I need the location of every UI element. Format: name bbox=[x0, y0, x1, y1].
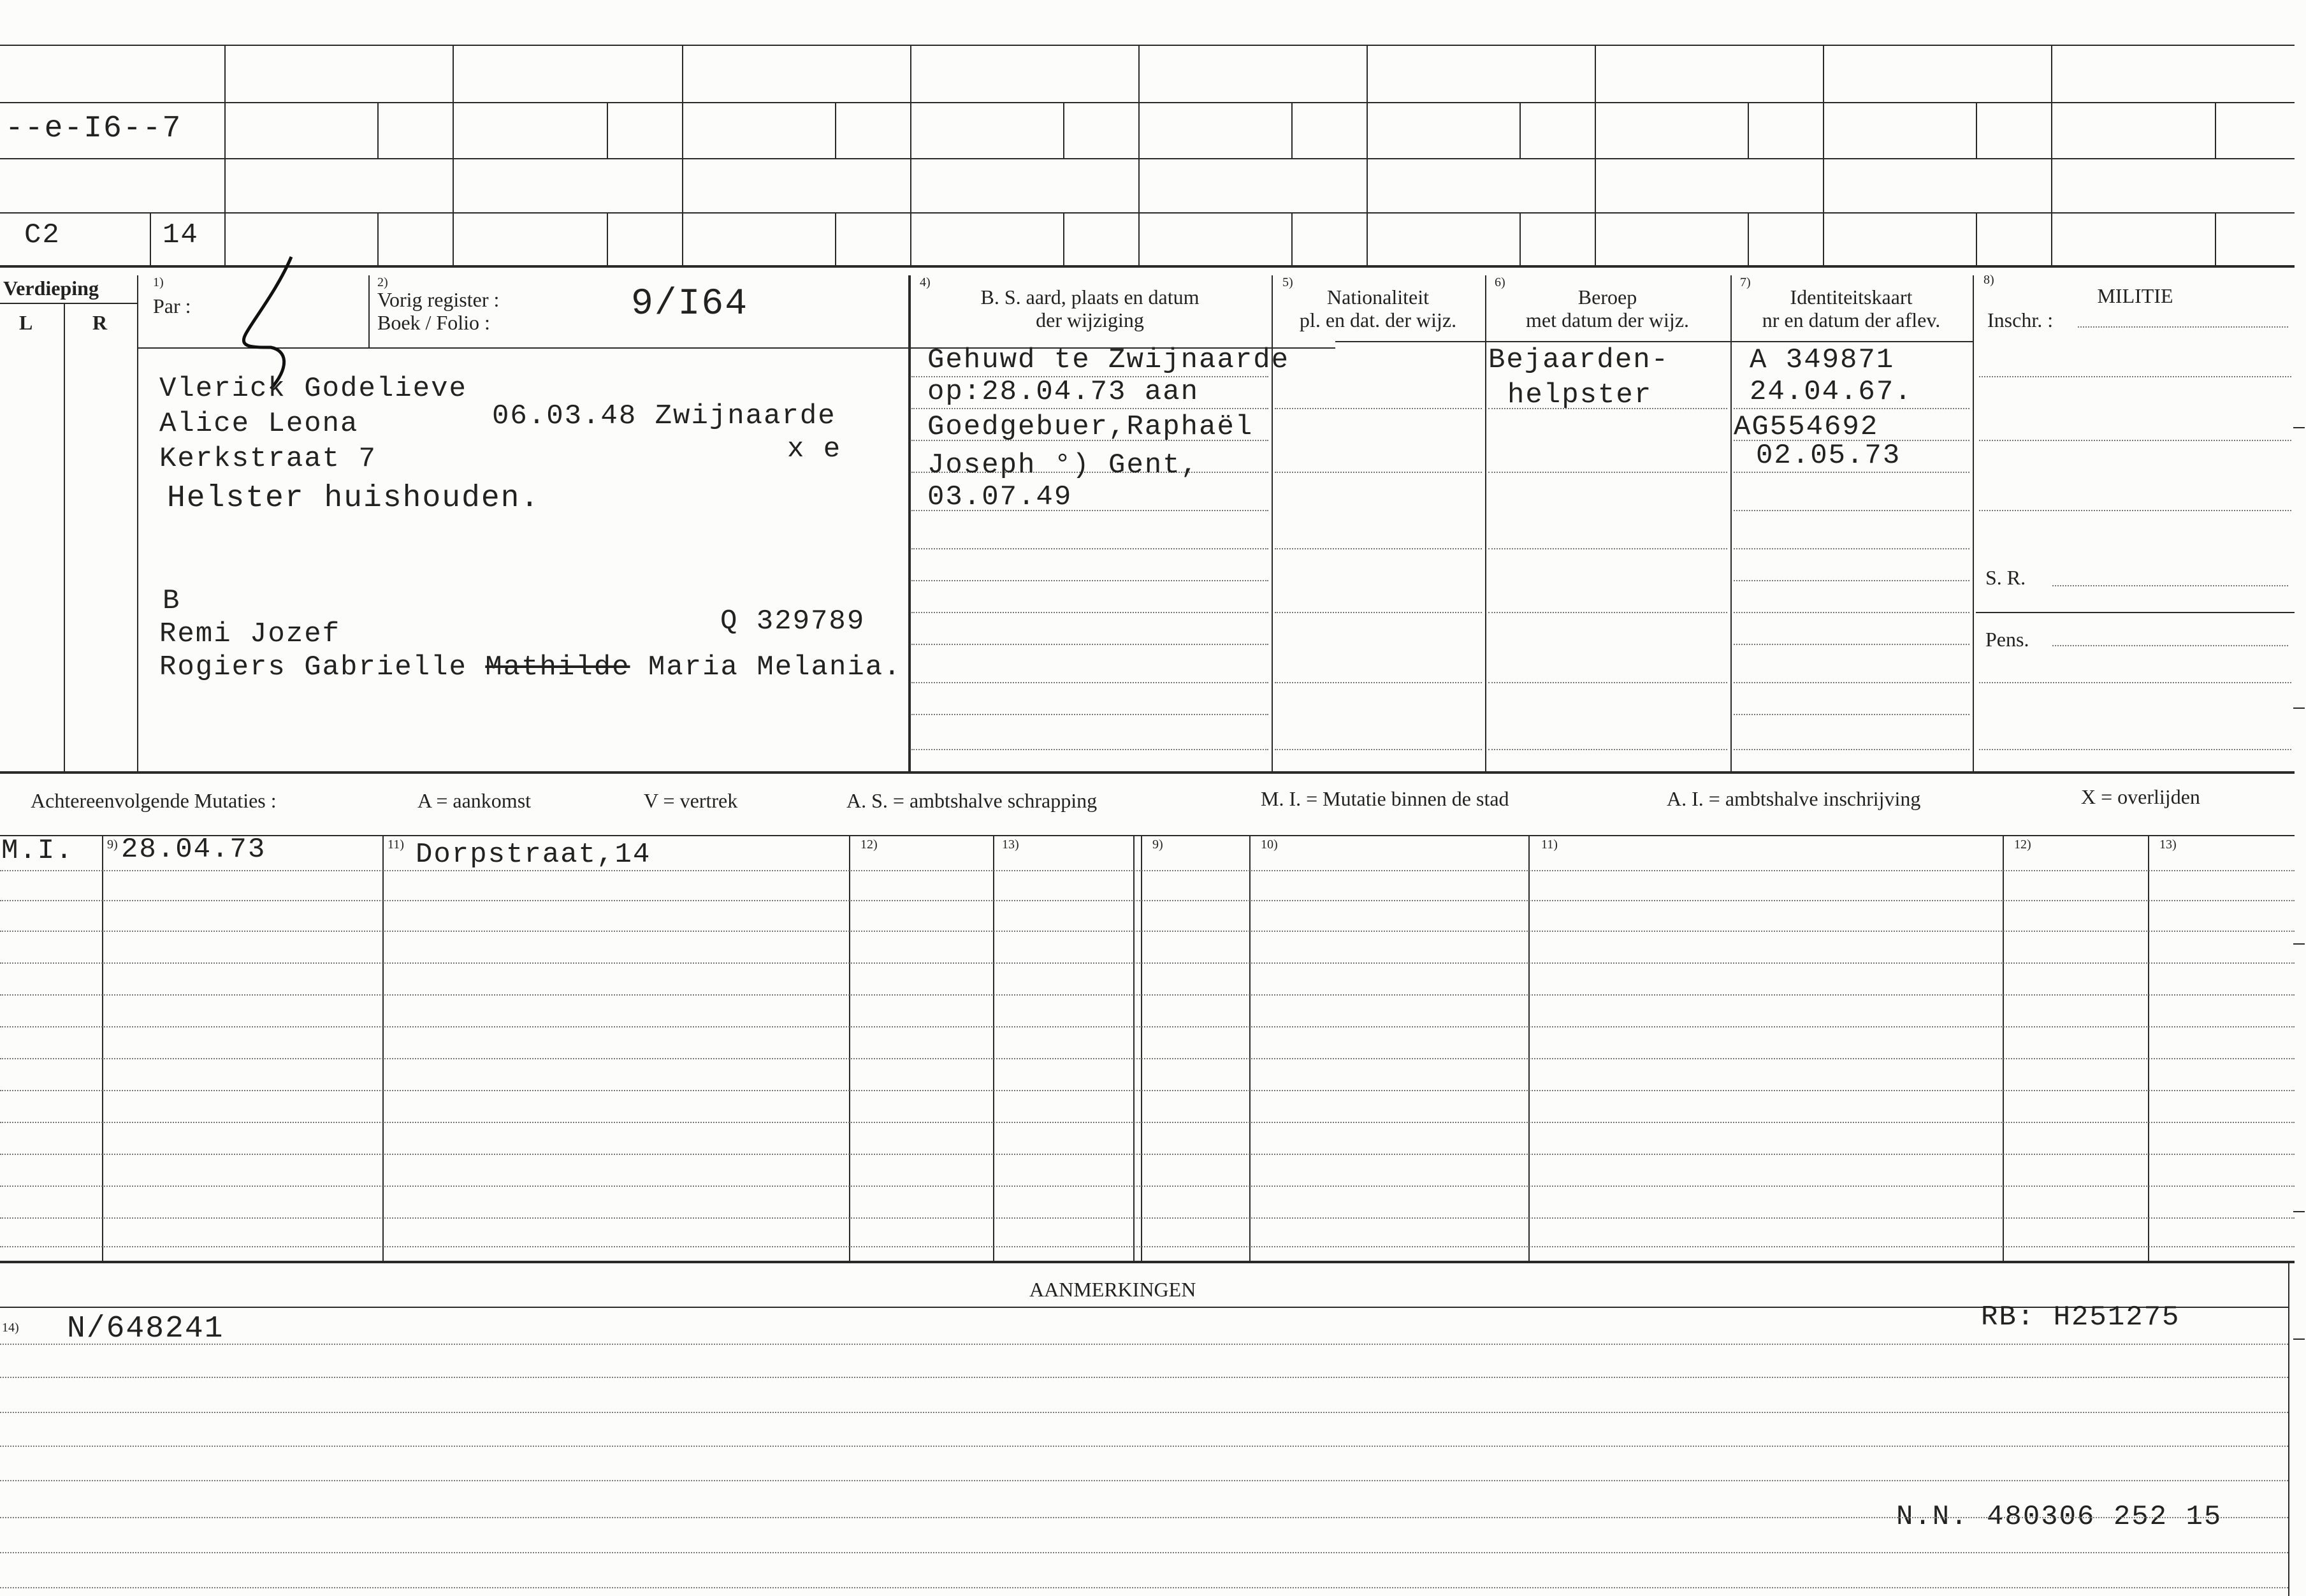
bs-entry: Goedgebuer,Raphaël bbox=[927, 411, 1254, 443]
legend-title: Achtereenvolgende Mutaties : bbox=[31, 789, 277, 812]
ber-header-line1: Beroep bbox=[1577, 286, 1637, 308]
col-num-11: 11) bbox=[388, 838, 404, 852]
col-num-9b: 9) bbox=[1152, 838, 1163, 852]
mutation-address: Dorpstraat,14 bbox=[416, 839, 651, 871]
person-surname-line: Vlerick Godelieve bbox=[159, 373, 467, 405]
bs-entry: 03.07.49 bbox=[927, 481, 1073, 513]
bs-num: 4) bbox=[920, 275, 931, 289]
person-b-label: B bbox=[163, 585, 181, 617]
col-num-13: 13) bbox=[1002, 838, 1019, 852]
nat-num: 5) bbox=[1282, 275, 1293, 289]
remarks-num: 14) bbox=[2, 1321, 19, 1335]
grid-line bbox=[835, 212, 836, 265]
bs-entry: Joseph °) Gent, bbox=[927, 449, 1200, 481]
boek-folio-label: Boek / Folio : bbox=[377, 311, 490, 334]
mil-num: 8) bbox=[1983, 273, 1994, 287]
col-num-12b: 12) bbox=[2014, 838, 2031, 852]
grid-line bbox=[1748, 102, 1749, 158]
sr-label: S. R. bbox=[1985, 566, 2026, 589]
grid-line bbox=[908, 275, 911, 771]
beroep-entry: helpster bbox=[1507, 379, 1653, 411]
pens-label: Pens. bbox=[1985, 628, 2029, 651]
legend-mi: M. I. = Mutatie binnen de stad bbox=[1261, 787, 1509, 810]
grid-line bbox=[1063, 212, 1064, 265]
par-label: Par : bbox=[153, 294, 191, 317]
grid-line bbox=[150, 212, 151, 265]
grid-line bbox=[0, 102, 2295, 103]
grid-line bbox=[382, 835, 384, 1261]
remarks-ref: N/648241 bbox=[67, 1312, 224, 1346]
grid-line bbox=[137, 275, 138, 771]
grid-line bbox=[2288, 1261, 2289, 1596]
mutation-date: 28.04.73 bbox=[121, 834, 266, 866]
grid-line bbox=[2215, 212, 2216, 265]
par-num: 1) bbox=[153, 275, 164, 289]
legend-a: A = aankomst bbox=[417, 789, 532, 812]
top-row2-left: C2 bbox=[24, 219, 61, 251]
col-num-10b: 10) bbox=[1261, 838, 1278, 852]
col-num-11b: 11) bbox=[1541, 838, 1558, 852]
grid-line bbox=[453, 45, 454, 265]
fill-line bbox=[2052, 645, 2288, 646]
grid-line bbox=[368, 275, 370, 347]
remarks-rb: RB: H251275 bbox=[1981, 1302, 2180, 1333]
father-id: Q 329789 bbox=[720, 606, 866, 637]
legend-v: V = vertrek bbox=[644, 789, 738, 812]
grid-line bbox=[0, 835, 2295, 836]
grid-line bbox=[1141, 835, 1142, 1261]
top-code: --e-I6--7 bbox=[5, 112, 182, 146]
grid-line bbox=[377, 102, 379, 158]
col-num-12: 12) bbox=[860, 838, 878, 852]
grid-line bbox=[1291, 212, 1293, 265]
grid-line bbox=[1519, 212, 1521, 265]
boek-folio-value: 9/I64 bbox=[631, 284, 749, 325]
top-row2-right: 14 bbox=[163, 219, 199, 251]
grid-line bbox=[0, 158, 2295, 159]
ber-header-line2: met datum der wijz. bbox=[1526, 308, 1689, 331]
grid-line bbox=[1519, 102, 1521, 158]
id-num: 7) bbox=[1740, 275, 1751, 289]
col-r-label: R bbox=[92, 311, 108, 334]
grid-line bbox=[849, 835, 850, 1261]
grid-line bbox=[993, 835, 994, 1261]
id-entry: AG554692 bbox=[1734, 411, 1879, 443]
grid-line bbox=[1730, 275, 1732, 771]
mother-name-struck: Mathilde bbox=[485, 651, 630, 683]
mother-name-b: Maria Melania. bbox=[648, 651, 902, 683]
grid-line bbox=[1748, 212, 1749, 265]
mother-name-a: Rogiers Gabrielle bbox=[159, 651, 467, 683]
bs-entry: op:28.04.73 aan bbox=[927, 376, 1200, 408]
grid-line bbox=[1485, 275, 1486, 771]
grid-line bbox=[1528, 835, 1530, 1261]
person-birth: 06.03.48 Zwijnaarde bbox=[492, 400, 836, 432]
grid-line bbox=[1976, 212, 1977, 265]
bs-header-line1: B. S. aard, plaats en datum bbox=[980, 286, 1200, 308]
grid-line bbox=[2148, 835, 2149, 1261]
nat-header-line1: Nationaliteit bbox=[1327, 286, 1429, 308]
bs-entry: Gehuwd te Zwijnaarde bbox=[927, 344, 1290, 376]
grid-line bbox=[1133, 835, 1135, 1261]
verdieping-label: Verdieping bbox=[3, 277, 99, 300]
legend-as: A. S. = ambtshalve schrapping bbox=[846, 789, 1098, 812]
person-household: Helster huishouden. bbox=[167, 481, 540, 516]
grid-line bbox=[0, 45, 2295, 46]
id-header-line1: Identiteitskaart bbox=[1790, 286, 1913, 308]
grid-line bbox=[1976, 612, 2295, 613]
grid-line bbox=[377, 212, 379, 265]
legend-ai: A. I. = ambtshalve inschrijving bbox=[1667, 787, 1921, 810]
grid-line bbox=[64, 303, 65, 771]
mutation-type: M.I. bbox=[1, 835, 74, 867]
father-name: Remi Jozef bbox=[159, 618, 341, 650]
grid-line bbox=[0, 771, 2295, 774]
grid-line bbox=[1976, 102, 1977, 158]
ber-num: 6) bbox=[1495, 275, 1505, 289]
grid-line bbox=[1249, 835, 1251, 1261]
id-entry: 24.04.67. bbox=[1750, 376, 1913, 408]
grid-line bbox=[1291, 102, 1293, 158]
grid-line bbox=[1367, 45, 1368, 265]
grid-line bbox=[0, 1261, 2295, 1263]
grid-line bbox=[682, 45, 683, 265]
grid-line bbox=[1335, 341, 1973, 342]
grid-line bbox=[224, 45, 226, 265]
person-mark: x e bbox=[787, 433, 842, 465]
remarks-nn: N.N. 480306 252 15 bbox=[1896, 1501, 2223, 1533]
legend-x: X = overlijden bbox=[2081, 785, 2200, 808]
fill-line bbox=[2052, 585, 2288, 586]
id-entry: A 349871 bbox=[1750, 344, 1895, 376]
mother-name bbox=[159, 651, 902, 683]
grid-line bbox=[910, 45, 911, 265]
grid-line bbox=[102, 835, 103, 1261]
grid-line bbox=[835, 102, 836, 158]
fill-line bbox=[2078, 326, 2288, 328]
id-entry: 02.05.73 bbox=[1756, 440, 1901, 472]
grid-line bbox=[1595, 45, 1596, 265]
vorig-num: 2) bbox=[377, 275, 388, 289]
person-given-names: Alice Leona bbox=[159, 408, 359, 440]
grid-line bbox=[2003, 835, 2004, 1261]
person-address: Kerkstraat 7 bbox=[159, 443, 377, 475]
grid-line bbox=[2051, 45, 2052, 265]
grid-line bbox=[0, 212, 2295, 214]
beroep-entry: Bejaarden- bbox=[1488, 344, 1670, 376]
col-num-9: 9) bbox=[107, 838, 118, 852]
grid-line bbox=[0, 303, 137, 304]
nat-header-line2: pl. en dat. der wijz. bbox=[1299, 308, 1457, 331]
grid-line bbox=[1063, 102, 1064, 158]
id-header-line2: nr en datum der aflev. bbox=[1762, 308, 1941, 331]
vorig-register-label: Vorig register : bbox=[377, 288, 500, 311]
col-num-13b: 13) bbox=[2159, 838, 2177, 852]
inschr-label: Inschr. : bbox=[1987, 308, 2054, 331]
grid-line bbox=[1138, 45, 1140, 265]
grid-line bbox=[0, 1307, 2288, 1308]
bs-header-line2: der wijziging bbox=[1036, 308, 1144, 331]
militie-label: MILITIE bbox=[2097, 284, 2173, 307]
remarks-title: AANMERKINGEN bbox=[1029, 1278, 1196, 1301]
grid-line bbox=[607, 102, 608, 158]
grid-line bbox=[0, 265, 2295, 268]
grid-line bbox=[2215, 102, 2216, 158]
grid-line bbox=[1973, 275, 1974, 771]
grid-line bbox=[607, 212, 608, 265]
col-l-label: L bbox=[19, 311, 33, 334]
grid-line bbox=[1823, 45, 1824, 265]
